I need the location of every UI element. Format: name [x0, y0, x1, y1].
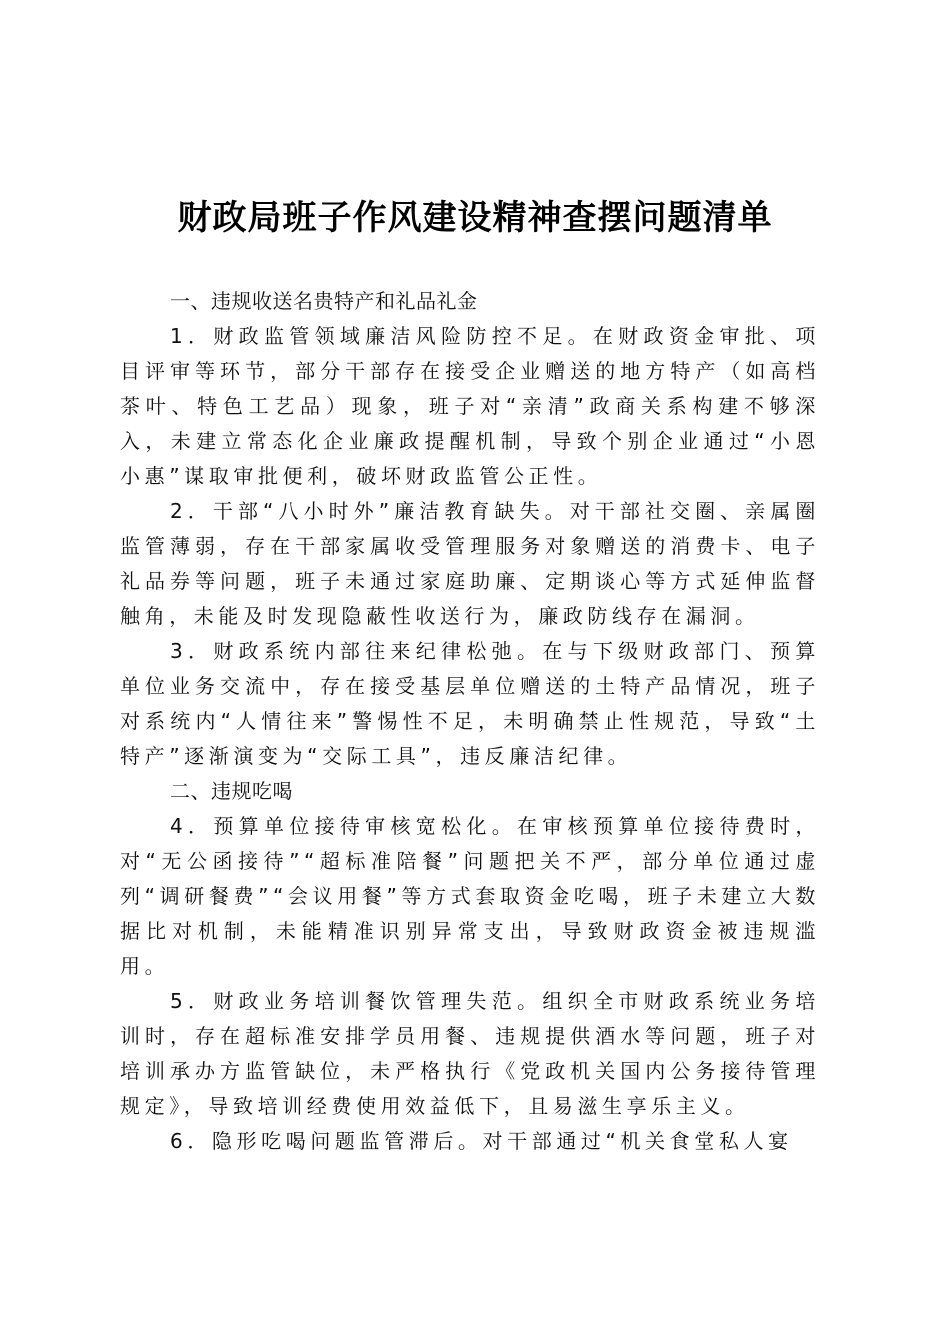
list-item: 2．干部“八小时外”廉洁教育缺失。对干部社交圈、亲属圈监管薄弱，存在干部家属收受管理服务对象赠送的消费卡、电子礼品券等问题，班子未通过家庭助廉、定期谈心等方式延伸监督触角，未能及时发现隐蔽性收送行为，廉政防线存在漏洞。 [120, 499, 820, 628]
list-item: 6．隐形吃喝问题监管滞后。对干部通过“机关食堂私人宴 [170, 1129, 793, 1153]
list-item: 4．预算单位接待审核宽松化。在审核预算单位接待费时，对“无公函接待”“超标准陪餐”问题把关不严，部分单位通过虚列“调研餐费”“会议用餐”等方式套取资金吃喝，班子未建立大数据比对机制，未能精准识别异常支出，导致财政资金被违规滥用。 [120, 814, 820, 978]
section-heading: 二、违规吃喝 [170, 779, 293, 803]
document-title: 财政局班子作风建设精神查摆问题清单 [177, 198, 773, 238]
list-item: 5．财政业务培训餐饮管理失范。组织全市财政系统业务培训时，存在超标准安排学员用餐、违规提供酒水等问题，班子对培训承办方监管缺位，未严格执行《党政机关国内公务接待管理规定》，导致培训经费使用效益低下，且易滋生享乐主义。 [120, 989, 820, 1118]
section-heading: 一、违规收送名贵特产和礼品礼金 [170, 289, 478, 313]
list-item: 3．财政系统内部往来纪律松弛。在与下级财政部门、预算单位业务交流中，存在接受基层单位赠送的土特产品情况，班子对系统内“人情往来”警惕性不足，未明确禁止性规范，导致“土特产”逐渐演变为“交际工具”，违反廉洁纪律。 [120, 639, 820, 768]
list-item: 1．财政监管领域廉洁风险防控不足。在财政资金审批、项目评审等环节，部分干部存在接受企业赠送的地方特产（如高档茶叶、特色工艺品）现象，班子对“亲清”政商关系构建不够深入，未建立常态化企业廉政提醒机制，导致个别企业通过“小恩小惠”谋取审批便利，破坏财政监管公正性。 [120, 324, 820, 488]
document-body [120, 284, 820, 1159]
